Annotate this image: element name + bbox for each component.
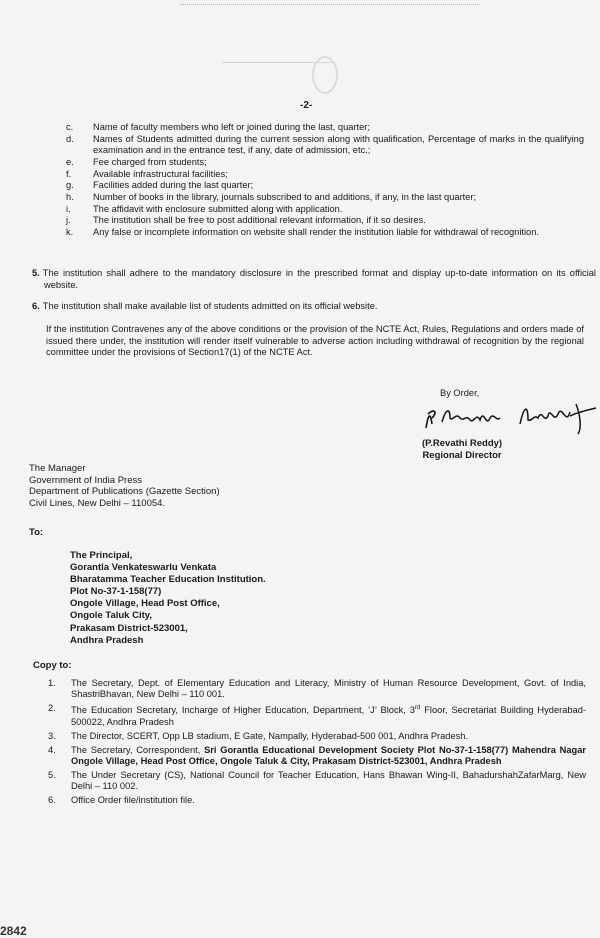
by-order: By Order, <box>440 388 480 398</box>
list-item: g. Facilities added during the last quarter; <box>66 180 254 191</box>
copy-to-label: Copy to: <box>33 660 72 671</box>
list-item: h. Number of books in the library, journals subscribed to and additions, if any, in the last quarter; <box>66 191 477 202</box>
show-through-emblem <box>300 50 350 100</box>
signatory-title: Regional Director <box>422 450 502 461</box>
list-item: 5. The Under Secretary (CS), National Council for Teacher Education, Hans Bhawan Wing-II, BahadurshahZafarMarg, New Delhi – 110 002. <box>48 769 586 792</box>
recipient-address: The Principal, Gorantla Venkateswarlu Venkata Bharatamma Teacher Education Institution. Plot No-37-1-158(77) Ongole Village, Head Post Office, Ongole Taluk City, Prakasam District-523001, Andhra Pradesh <box>70 550 266 646</box>
manager-address: The Manager Government of India Press Department of Publications (Gazette Section) Civil Lines, New Delhi – 110054. <box>29 463 220 509</box>
list-item: 2. The Education Secretary, Incharge of Higher Education, Department, ‘J’ Block, 3rd Floor, Secretariat Building Hyderabad-500022, Andhra Pradesh <box>48 703 586 727</box>
list-item: 4. The Secretary, Correspondent, Sri Gorantla Educational Development Society Plot No-37-1-158(77) Mahendra Nagar Ongole Village, Head Post Office, Ongole Taluk & City, Prakasam District-523001, Andhra Pradesh <box>48 744 586 767</box>
copy-list <box>48 678 586 809</box>
contravene-paragraph: If the institution Contravenes any of the above conditions or the provision of the NCTE Act, Rules, Regulations and orders made of issued there under, the institution will render itself vulnerable to adverse action including withdrawal of recognition by the regional committee under the provisions of Section17(1) of the NCTE Act. <box>46 324 584 358</box>
to-label: To: <box>29 527 44 538</box>
signature-image <box>420 398 600 438</box>
list-item: j. The institution shall be free to post additional relevant information, if it so desires. <box>66 215 426 226</box>
clause-5: 5. The institution shall adhere to the mandatory disclosure in the prescribed format and display up-to-date information on its official website. <box>32 268 596 290</box>
list-item: d. Names of Students admitted during the current session along with qualification, Percentage of marks in the qualifying examination and in the entrance test, if any, date of admission, etc.; <box>66 133 584 156</box>
signatory-block <box>422 438 502 462</box>
list-item: c. Name of faculty members who left or joined during the last, quarter; <box>66 122 370 132</box>
list-item: i. The affidavit with enclosure submitted along with application. <box>66 203 343 214</box>
footer-number: 2842 <box>0 924 27 938</box>
disclosure-list <box>66 122 584 239</box>
list-item: 6. Office Order file/institution file. <box>48 795 195 806</box>
list-item: e. Fee charged from students; <box>66 156 207 167</box>
page-number: -2- <box>300 100 313 111</box>
list-item: k. Any false or incomplete information on website shall render the institution liable for withdrawal of recognition. <box>66 227 539 238</box>
list-item: f. Available infrastructural facilities; <box>66 168 228 179</box>
list-item: 3. The Director, SCERT, Opp LB stadium, E Gate, Nampally, Hyderabad-500 001, Andhra Pradesh. <box>48 730 469 741</box>
signatory-name: (P.Revathi Reddy) <box>422 438 503 449</box>
list-item: 1. The Secretary, Dept. of Elementary Education and Literacy, Ministry of Human Resource Development, Govt. of India, ShastriBhavan, New Delhi – 110 001. <box>48 678 586 700</box>
clause-6: 6. The institution shall make available list of students admitted on its official website. <box>32 301 378 311</box>
top-dotted-line <box>180 4 480 15</box>
